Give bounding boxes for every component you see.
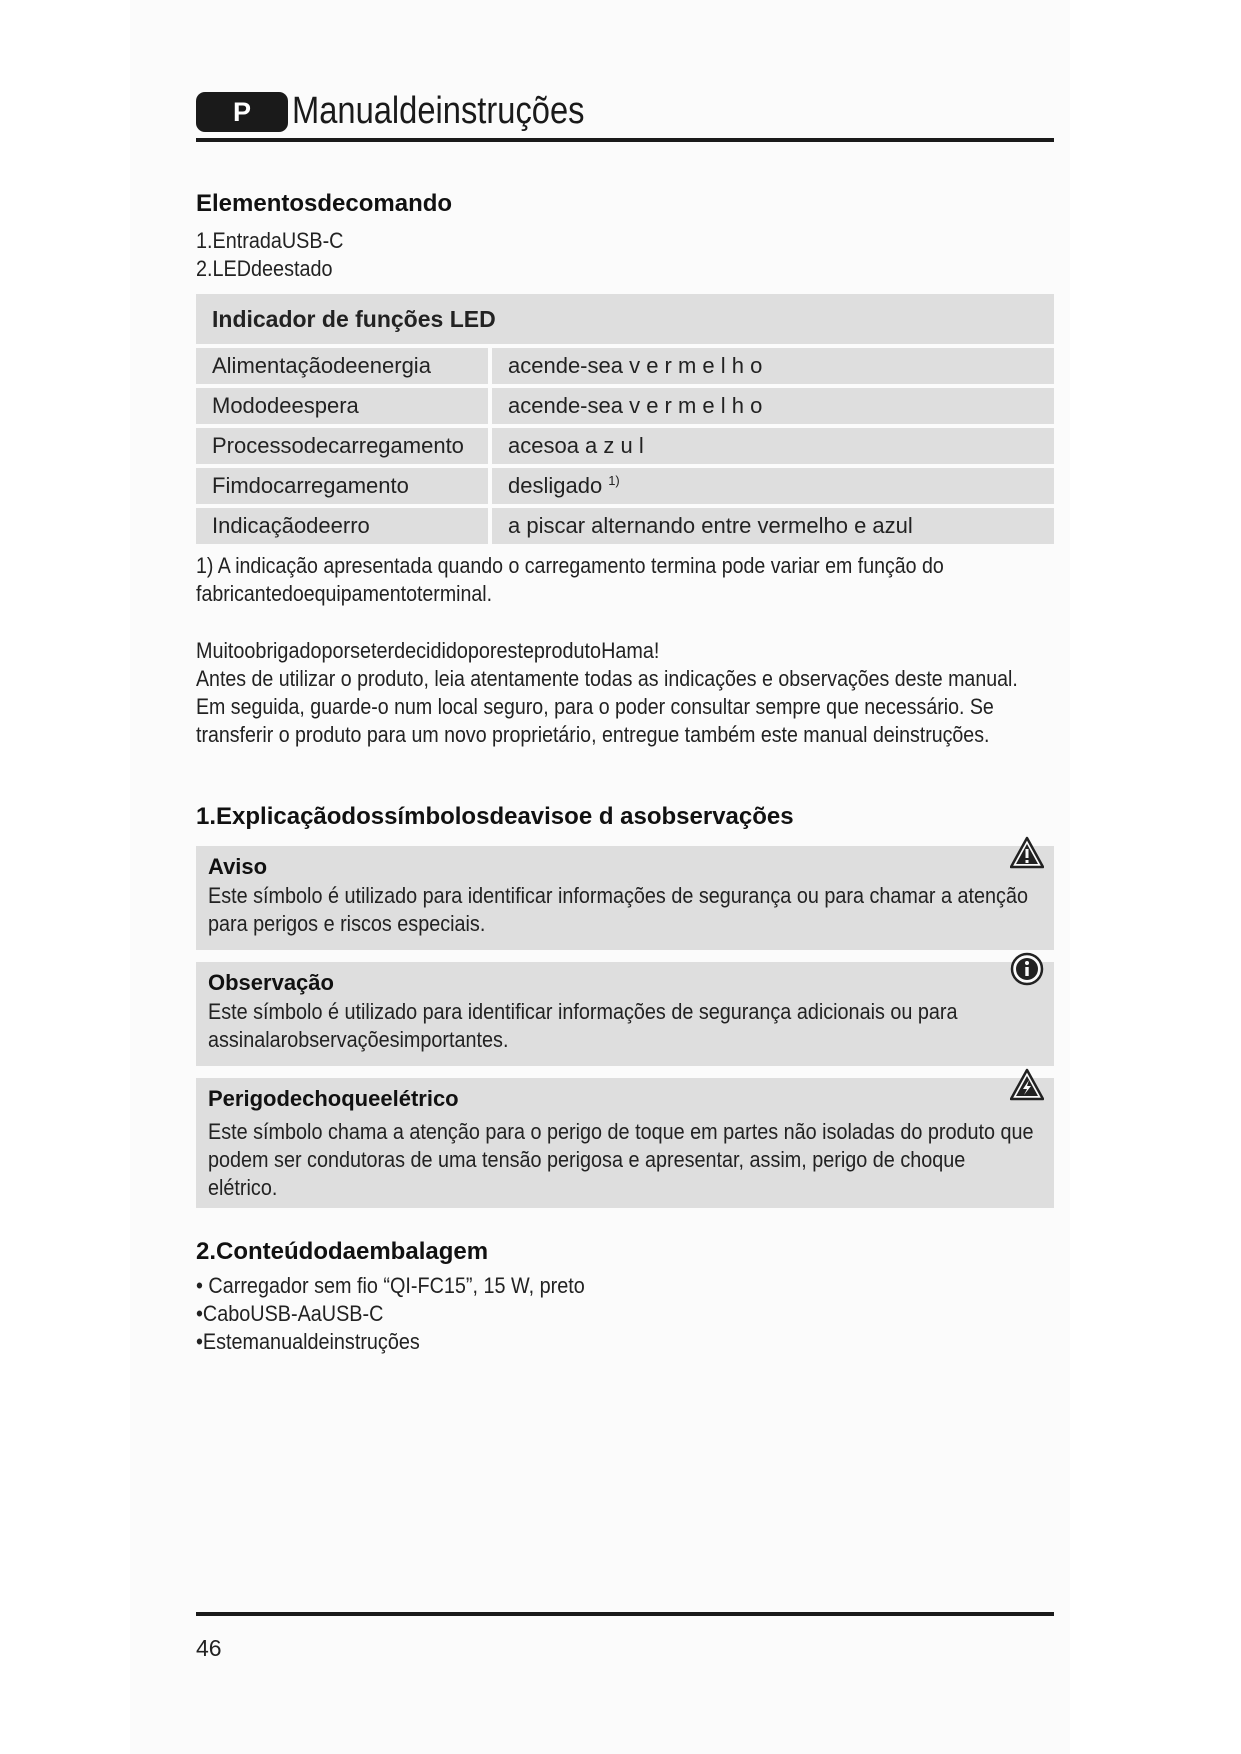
info-icon (1010, 952, 1044, 986)
package-heading: 2.Conteúdodaembalagem (196, 1238, 489, 1265)
table-row (196, 508, 1054, 544)
box-text: Este símbolo é utilizado para identificar informações de segurança adicionais ou para assinalarobservaçõesimportantes. (208, 999, 958, 1052)
controls-heading: Elementosdecomando (196, 190, 453, 217)
symbols-heading: 1.Explicaçãodossímbolosdeavisoe d asobservações (196, 803, 794, 830)
table-footnote: 1) A indicação apresentada quando o carregamento termina pode variar em função do fabricantedoequipamentoterminal. (196, 553, 944, 606)
language-badge: P (196, 92, 288, 132)
table-cell-value (492, 468, 1054, 504)
table-cell-value: acende-sea v e r m e l h o (492, 388, 1054, 424)
table-cell-label: Fimdocarregamento (196, 468, 492, 504)
list-item: •CaboUSB-AaUSB-C (196, 1301, 384, 1326)
footnote-marker: 1) (608, 473, 620, 488)
intro-paragraph: Antes de utilizar o produto, leia atentamente todas as indicações e observações deste manual. Em seguida, guarde-o num local seguro, para o poder consultar sempre que necessário. Se transferir o produto para um novo proprietário, entregue também este manual deinstruções. (196, 666, 1018, 747)
box-title: Observação (208, 970, 334, 995)
thanks-text: MuitoobrigadoporseterdecididoporesteprodutoHama! (196, 638, 660, 663)
table-cell-label: Alimentaçãodeenergia (196, 348, 492, 384)
electric-shock-icon (1010, 1068, 1044, 1102)
table-cell-value: acende-sea v e r m e l h o (492, 348, 1054, 384)
header-rule (196, 138, 1054, 142)
page-header (196, 90, 1054, 134)
table-cell-label: Mododeespera (196, 388, 492, 424)
controls-item: 2.LEDdeestado (196, 256, 333, 281)
page-number: 46 (196, 1635, 222, 1661)
table-cell-label: Processodecarregamento (196, 428, 492, 464)
box-title: Perigodechoqueelétrico (208, 1086, 459, 1111)
observation-box (196, 962, 1054, 1066)
box-title: Aviso (208, 854, 268, 879)
box-text: Este símbolo chama a atenção para o perigo de toque em partes não isoladas do produto que podem ser condutoras de uma tensão perigosa e apresentar, assim, perigo de choque elétrico. (208, 1119, 1034, 1200)
page-title: Manualdeinstruções (292, 90, 585, 132)
list-item: • Carregador sem fio “QI-FC15”, 15 W, preto (196, 1273, 585, 1298)
table-cell-value: a piscar alternando entre vermelho e azul (492, 508, 1054, 544)
value-text: desligado (508, 473, 603, 498)
table-header: Indicador de funções LED (196, 294, 1054, 344)
electric-shock-box (196, 1078, 1054, 1208)
controls-item: 1.EntradaUSB-C (196, 228, 344, 253)
box-text: Este símbolo é utilizado para identificar informações de segurança ou para chamar a atenção para perigos e riscos especiais. (208, 883, 1028, 936)
table-cell-value: acesoa a z u l (492, 428, 1054, 464)
led-function-table (196, 290, 1054, 548)
table-row (196, 428, 1054, 464)
warning-box (196, 846, 1054, 950)
list-item: •Estemanualdeinstruções (196, 1329, 420, 1354)
footer-rule (196, 1612, 1054, 1616)
table-header-row (196, 294, 1054, 344)
table-cell-label: Indicaçãodeerro (196, 508, 492, 544)
warning-triangle-icon (1010, 836, 1044, 870)
table-row (196, 348, 1054, 384)
table-row (196, 388, 1054, 424)
table-row (196, 468, 1054, 504)
